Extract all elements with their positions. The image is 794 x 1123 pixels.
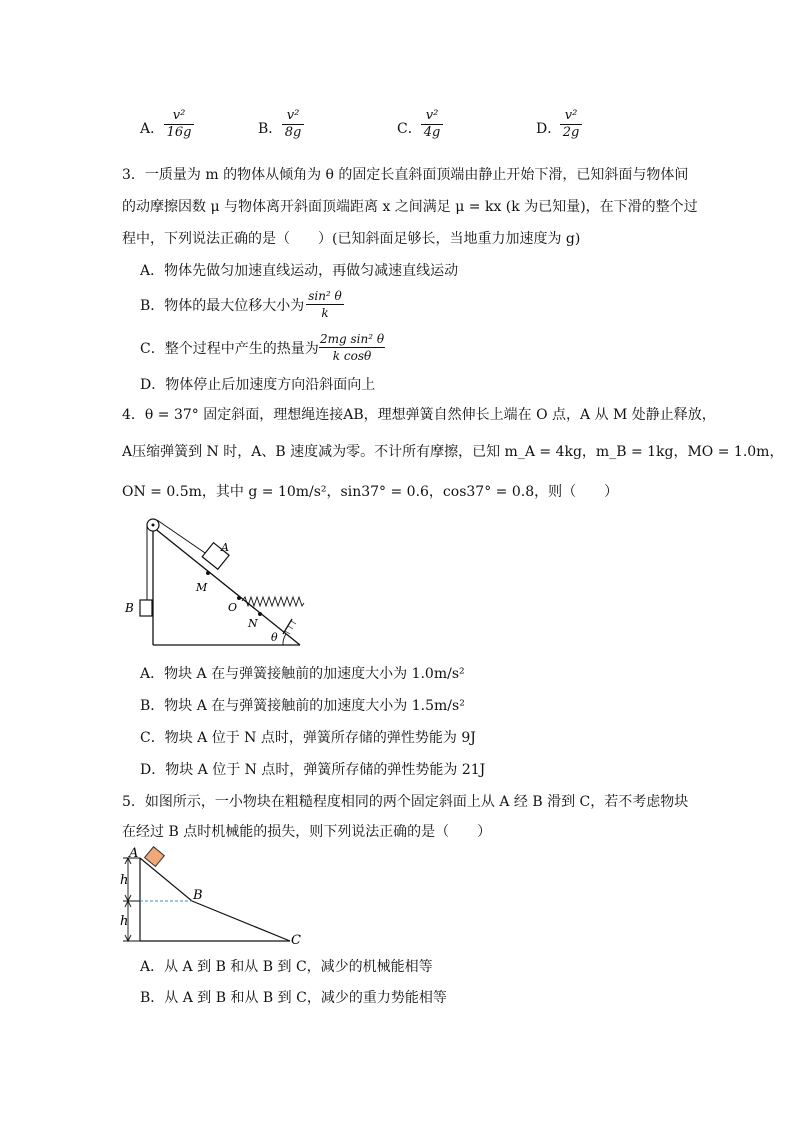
q5-stem-line-1: 5．如图所示，一小物块在粗糙程度相同的两个固定斜面上从 A 经 B 滑到 C，若不考虑物块	[122, 794, 689, 810]
q2-option-b-numerator: v²	[286, 108, 300, 123]
q4-option-b: B．物块 A 在与弹簧接触前的加速度大小为 1.5m/s²	[140, 698, 465, 714]
q4-option-d: D．物块 A 位于 N 点时，弹簧所存储的弹性势能为 21J	[140, 762, 486, 778]
q2-option-a-numerator: v²	[172, 108, 186, 123]
q2-option-b-denominator: 8g	[284, 125, 302, 140]
q5-label-a: A	[129, 846, 139, 861]
q3-option-c-numerator: 2mg sin² θ	[319, 332, 385, 346]
q3-option-a: A．物体先做匀加速直线运动，再做匀减速直线运动	[140, 263, 459, 279]
label-m: M	[196, 581, 208, 594]
q4-stem-line-1: 4．θ = 37° 固定斜面，理想绳连接AB，理想弹簧自然伸长上端在 O 点，A 从 M 处静止释放，	[122, 407, 716, 423]
q3-option-b-denominator: k	[321, 306, 329, 320]
q3-option-b-text: B．物体的最大位移大小为	[140, 298, 305, 314]
q2-option-b-label: B．	[258, 121, 283, 137]
label-theta: θ	[271, 631, 278, 644]
q2-option-c-numerator: v²	[425, 108, 439, 123]
label-b: B	[125, 601, 134, 615]
q3-stem-line-2: 的动摩擦因数 μ 与物体离开斜面顶端距离 x 之间满足 μ = kx (k 为已知量)，在下滑的整个过	[122, 199, 698, 215]
q4-stem-line-2: A压缩弹簧到 N 时，A、B 速度减为零。不计所有摩擦，已知 m_A = 4kg，m_B = 1kg，MO = 1.0m，	[122, 444, 784, 460]
q5-label-c: C	[291, 933, 301, 948]
q2-option-d-denominator: 2g	[562, 125, 580, 140]
q4-option-a: A．物块 A 在与弹簧接触前的加速度大小为 1.0m/s²	[140, 666, 465, 682]
q3-option-c-denominator: k cosθ	[332, 349, 372, 363]
q5-option-b: B．从 A 到 B 和从 B 到 C，减少的重力势能相等	[140, 990, 447, 1006]
label-a: A	[221, 541, 229, 554]
q3-option-b-numerator: sin² θ	[308, 289, 342, 303]
label-o: O	[228, 601, 238, 614]
q2-option-c-label: C．	[397, 121, 422, 137]
q5-label-h-lower: h	[120, 914, 129, 929]
q2-option-d-numerator: v²	[564, 108, 578, 123]
q3-option-d: D．物体停止后加速度方向沿斜面向上	[140, 377, 376, 393]
q3-stem-line-3: 程中，下列说法正确的是（ ）(已知斜面足够长，当地重力加速度为 g)	[122, 231, 581, 247]
q5-option-a: A．从 A 到 B 和从 B 到 C，减少的机械能相等	[140, 959, 433, 975]
q5-slope-bc	[192, 901, 290, 941]
q2-option-a-denominator: 16g	[166, 125, 192, 140]
q2-option-d-label: D．	[536, 121, 562, 137]
q2-option-a-label: A．	[140, 121, 165, 137]
q5-stem-line-2: 在经过 B 点时机械能的损失，则下列说法正确的是（ ）	[122, 824, 492, 840]
q2-option-c-denominator: 4g	[423, 125, 441, 140]
q3-option-c-text: C．整个过程中产生的热量为	[140, 341, 319, 357]
q3-stem-line-1: 3．一质量为 m 的物体从倾角为 θ 的固定长直斜面顶端由静止开始下滑，已知斜面与物体间	[122, 167, 689, 183]
q5-label-h-upper: h	[120, 873, 129, 888]
label-n: N	[248, 617, 258, 630]
q5-slope-ab	[140, 858, 192, 901]
q4-option-c: C．物块 A 位于 N 点时，弹簧所存储的弹性势能为 9J	[140, 730, 476, 746]
q5-label-b: B	[193, 888, 203, 903]
q4-stem-line-3: ON = 0.5m，其中 g = 10m/s²，sin37° = 0.6，cos37° = 0.8，则（ ）	[122, 484, 619, 500]
